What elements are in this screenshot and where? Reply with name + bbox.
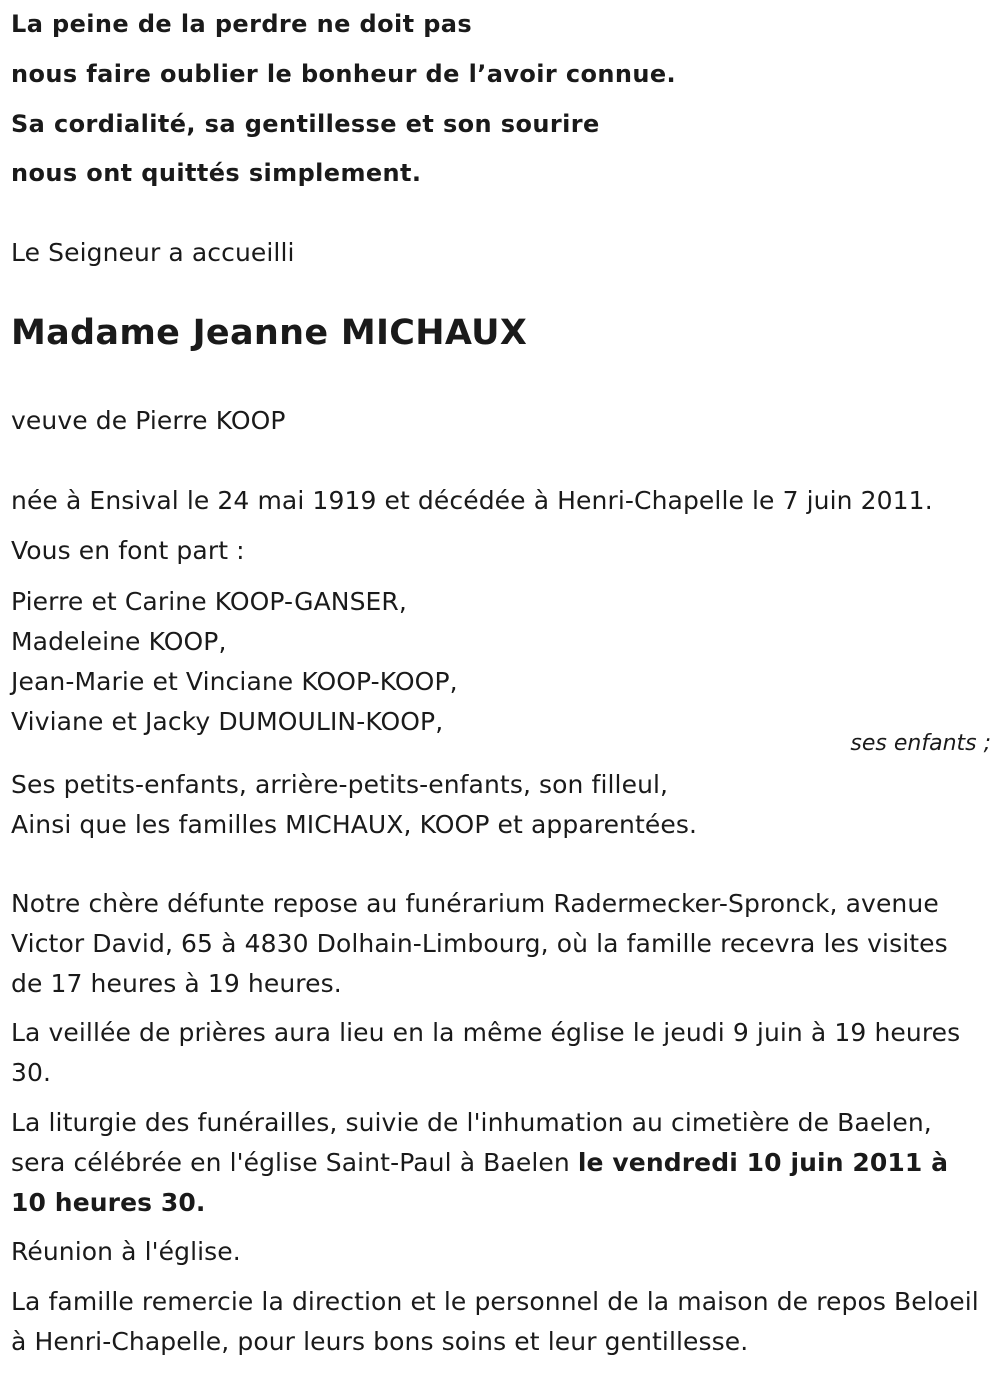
funeral-date: le vendredi 10 juin 2011 à 10 heures 30. — [11, 1148, 949, 1217]
family-line-1: Ses petits-enfants, arrière-petits-enfants, son filleul, — [11, 770, 669, 799]
birth-death-text: née à Ensival le 24 mai 1919 et décédée à Henri-Chapelle le 7 juin 2011. — [11, 486, 933, 515]
child-line-3: Jean-Marie et Vinciane KOOP-KOOP, — [11, 667, 458, 696]
quote-line-4: nous ont quittés simplement. — [11, 159, 422, 187]
meeting-paragraph: Réunion à l'église. — [11, 1237, 241, 1266]
quote-line-3: Sa cordialité, sa gentillesse et son sourire — [11, 110, 600, 138]
family-line-2: Ainsi que les familles MICHAUX, KOOP et apparentées. — [11, 810, 698, 839]
visitation-paragraph: Notre chère défunte repose au funérarium Radermecker-Spronck, avenue Victor David, 65 à 4830 Dolhain-Limbourg, où la famille recevra les visites de 17 heures à 19 heures. — [11, 889, 948, 998]
announcement-text: Vous en font part : — [11, 536, 245, 565]
child-line-1: Pierre et Carine KOOP-GANSER, — [11, 587, 407, 616]
intro-text: Le Seigneur a accueilli — [11, 238, 295, 267]
funeral-paragraph — [11, 1103, 986, 1223]
deceased-name: Madame Jeanne MICHAUX — [11, 313, 528, 353]
quote-line-1: La peine de la perdre ne doit pas — [11, 10, 473, 38]
vigil-paragraph: La veillée de prières aura lieu en la même église le jeudi 9 juin à 19 heures 30. — [11, 1018, 961, 1087]
children-role-label: ses enfants ; — [850, 731, 991, 756]
child-line-2: Madeleine KOOP, — [11, 627, 227, 656]
funeral-text: La liturgie des funérailles, suivie de l'inhumation au cimetière de Baelen, sera célébrée en l'église Saint-Paul à Baelen — [11, 1108, 932, 1177]
widow-of-text: veuve de Pierre KOOP — [11, 406, 286, 435]
quote-line-2: nous faire oublier le bonheur de l’avoir connue. — [11, 60, 677, 88]
thanks-paragraph: La famille remercie la direction et le personnel de la maison de repos Beloeil à Henri-Chapelle, pour leurs bons soins et leur gentillesse. — [11, 1287, 979, 1356]
child-line-4: Viviane et Jacky DUMOULIN-KOOP, — [11, 707, 444, 736]
